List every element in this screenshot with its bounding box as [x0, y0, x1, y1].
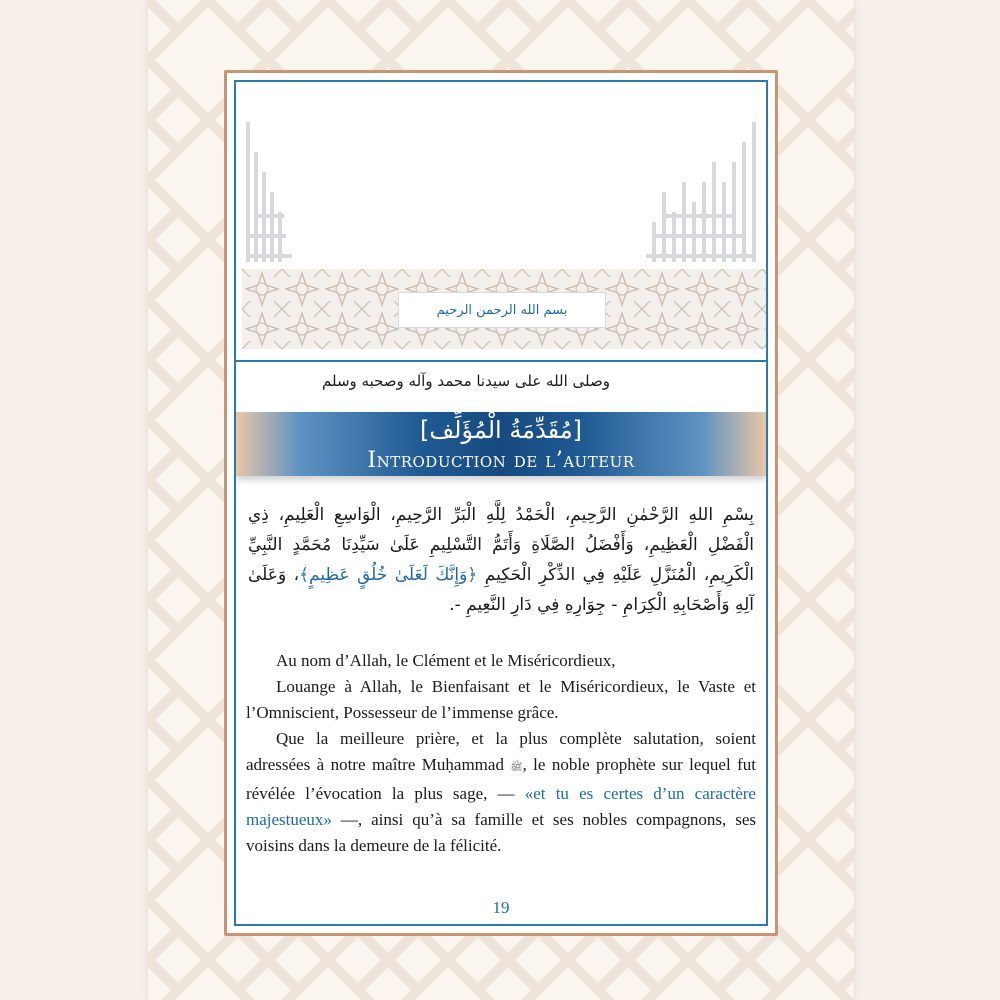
basmala: بسم الله الرحمن الرحيم [436, 302, 568, 318]
arabic-title: [مُقَدِّمَةُ الْمُؤَلِّف] [419, 416, 583, 444]
content-frame [234, 80, 768, 926]
french-paragraph-3 [246, 726, 756, 859]
french-paragraph-2: Louange à Allah, le Bienfaisant et le Miséricordieux, le Vaste et l’Omniscient, Possesseur de l’immense grâce. [246, 677, 756, 722]
arabic-quran-verse: ﴿وَإِنَّكَ لَعَلَىٰ خُلُقٍ عَظِيمٍ﴾ [299, 565, 478, 585]
salawat-glyph: ﷺ [510, 762, 523, 773]
french-p3-part-b: , le noble prophète sur lequel fut révélée l’évocation la plus sage, — [246, 755, 756, 803]
french-p3-part-c: —, ainsi qu’à sa famille et ses nobles compagnons, ses voisins dans la demeure de la félicité. [246, 810, 756, 855]
basmala-box [398, 292, 606, 328]
french-quran-verse: «et tu es certes d’un caractère majestueux» [246, 784, 756, 829]
french-p3-part-a: Que la meilleure prière, et la plus complète salutation, soient adressées à notre maître Muḥammad [246, 729, 756, 774]
french-translation [246, 648, 756, 859]
page-number: 19 [492, 898, 510, 917]
arabic-text-part1: بِسْمِ اللهِ الرَّحْمٰنِ الرَّحِيمِ، الْحَمْدُ لِلَّهِ الْبَرِّ الرَّحِيمِ، الْوَاسِعِ الْعَلِيمِ، ذِي الْفَضْلِ الْعَظِيمِ، وَأَفْضَلُ الصَّلَاةِ وَأَتَمُّ التَّسْلِيمِ عَلَىٰ سَيِّدِنَا مُحَمَّدٍ النَّبِيِّ الْكَرِيمِ، الْمُنَزَّلِ عَلَيْهِ فِي الذِّكْرِ الْحَكِيمِ [248, 505, 755, 585]
header-divider [236, 360, 766, 362]
french-title: Introduction de l’auteur [367, 448, 635, 473]
salawat-line: وصلى الله على سيدنا محمد وآله وصحبه وسلم [322, 372, 610, 390]
arabic-text-part2: ، وَعَلَىٰ آلِهِ وَأَصْحَابِهِ الْكِرَامِ - جِوَارِهِ فِي دَارِ النَّعِيمِ -. [248, 565, 754, 615]
kufic-calligraphy-left [242, 122, 296, 262]
french-paragraph-1: Au nom d’Allah, le Clément et le Miséricordieux, [276, 651, 616, 670]
page-frame [224, 70, 778, 936]
arabic-paragraph [248, 500, 754, 620]
kufic-calligraphy-right [642, 122, 760, 262]
title-banner [236, 412, 766, 476]
